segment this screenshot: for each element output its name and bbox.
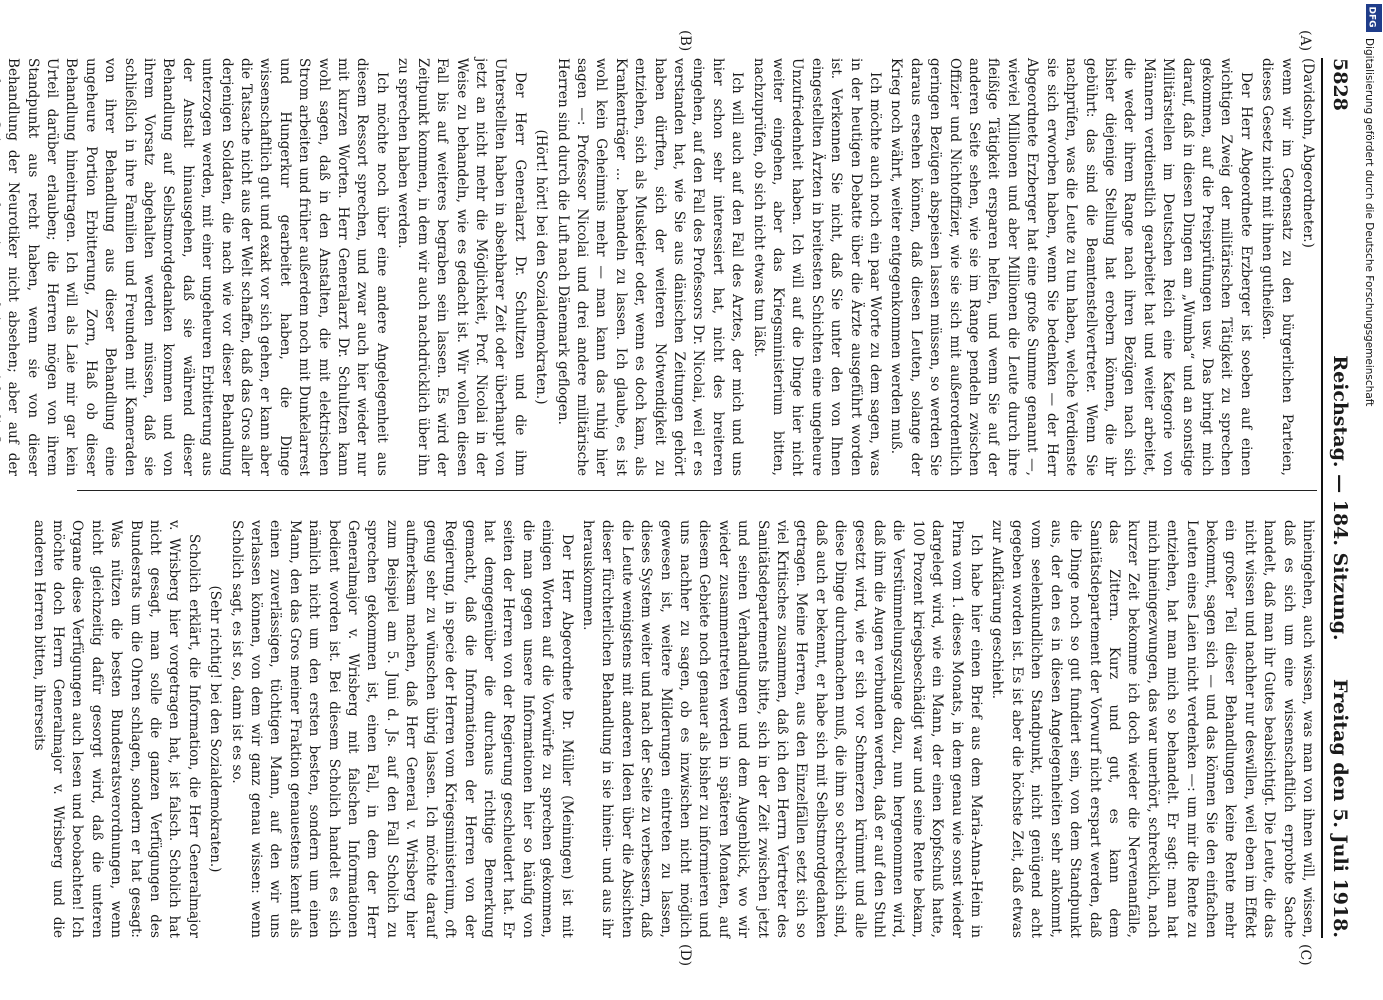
speaker-label: (Davidsohn, Abgeordneter.): [1300, 58, 1316, 248]
digitization-credit: Digitalisierung gefördert durch die Deutsche Forschungsgemeinschaft: [1363, 38, 1375, 407]
session-date: Freitag den 5. Juli 1918.: [1329, 678, 1351, 938]
margin-mark-a: (A): [1297, 30, 1313, 52]
paragraph: Ich möchte auch noch ein paar Worte zu dem sagen, was in der heutigen Debatte über die Ärzte ausgeführt worden ist. Verkennen Sie nicht, daß Sie unter den von Ihnen eingestellten Ärzten in breitesten Schichten eine ungeheure Unzufriedenheit haben. Ich will auf die Dinge hier nicht weiter eingehen, aber das Kriegsministerium bitten, nachzuprüfen, ob sich nicht etwas tun läßt.: [750, 58, 884, 476]
margin-mark-d: (D): [677, 944, 693, 967]
interjection: (Sehr richtig! bei den Sozialdemokraten.): [207, 585, 224, 873]
right-column: [30, 520, 1317, 938]
session-title: Reichstag. — 184. Sitzung.: [1329, 355, 1351, 641]
paragraph: wenn wir im Gegensatz zu den bürgerlichen Parteien, dieses Gesetz nicht mit ihnen gutheißen.: [1259, 58, 1295, 476]
dfg-logo: DFG: [1366, 4, 1382, 32]
paragraph: Ich möchte noch über eine andere Angelegenheit aus diesem Ressort sprechen, und zwar auch hier wieder nur mit kurzen Worten. Herr Generalarzt Dr. Schultzen kann wohl sagen, daß in den Anstalten, die mit elektrischen Strom arbeiten und früher außerdem noch mit Dunkelarrest und Hungerkur gearbeitet haben, die Dinge wissenschaftlich gut und exakt vor sich gehen, er kann aber die Tatsache nicht aus der Welt schaffen, daß das Gros aller derjenigen Soldaten, die nach wie vor dieser Behandlung unterzogen werden, mit einer ungeheuren Erbitterung aus der Anstalt hinausgehen, daß sie während dieser Behandlung auf Selbstmordgedanken kommen und von ihrem Vorsatz abgehalten werden müssen, daß sie schließlich in ihre Familien und Freunden mit Kameraden von ihrer Behandlung aus dieser Behandlung eine ungeheure Portion Erbitterung, Zorn, Haß ob dieser Behandlung hineintragen. Ich will als Laie mir gar kein Urteil darüber erlauben; die Herren mögen von ihrem Standpunkt aus recht haben, wenn sie von dieser Behandlung der Neurotiker nicht absehen; aber auf der: [5, 58, 390, 476]
paragraph: Ich habe hier einen Brief aus dem Maria-Anna-Heim in Pirna vom 1. dieses Monats, in dem genau wie sonst wieder dargelegt wird, wie ein Mann, der einen Kopfschuß hatte, 100 Prozent kriegsbeschädigt war und seine Rente bekam, die Verstümmelungszulage dazu, nun hergenommen wird, daß ihm die Augen verbunden werden, daß er auf den Stuhl gesetzt wird, wie er sich vor Schmerzen krümmt und alle diese Dinge durchmachen muß, die ihm so schrecklich sind, daß auch er bekennt, er habe sich mit Selbstmordgedanken getragen. Meine Herren, aus den Einzelfällen setzt sich so viel Kritisches zusammen, daß ich den Herrn Vertreter des Sanitätsdepartements bitte, sich in der Zeit zwischen jetzt und seinen Verhandlungen und dem Augenblick, wo wir wieder zusammentreten werden in späteren Monaten, auf diesem Gebiete noch genauer als bisher zu informieren und uns nachher zu sagen, ob es inzwischen nicht möglich gewesen ist, weitere Milderungen eintreten zu lassen, dieses System weiter und nach der Seite zu verbessern, daß die Leute wenigstens mit anderen Ideen über die Absichten dieser fürchterlichen Behandlung in sie hinein- und aus ihr herauskommen.: [579, 520, 985, 938]
paragraph: Ich will auch auf den Fall des Arztes, der mich und uns hier schon sehr interessiert hat, nicht des breiteren eingehen, auf den Fall des Professors Dr. Nicolai, weil er es verstanden hat, wie Sie aus dänischen Zeitungen gehört haben dürften, sich der weiteren Notwendigkeit zu entziehen, sich als Musketier oder, wenn es doch kam, als Krankenträger ... behandeln zu lassen. Ich glaube, es ist wohl kein Geheimnis mehr — man kann das ruhig hier sagen —: Professor Nicolai und drei andere militärische Herren sind durch die Luft nach Dänemark geflogen.: [554, 58, 746, 476]
paragraph: Der Herr Abgeordnete Dr. Müller (Meiningen) ist mit einigen Worten auf die Vorwürfe zu sprechen gekommen, die man gegen unsere Informationen hier so häufig von seiten der Herren von der Regierung geschleudert hat. Er hat demgegenüber die durchaus richtige Bemerkung gemacht, daß die Informationen der Herren von der Regierung, in specie der Herren vom Kriegsministerium, oft genug sehr zu wünschen übrig lassen. Ich möchte darauf aufmerksam machen, daß Herr General v. Wrisberg hier zum Beispiel am 5. Juni d. Js. auf den Fall Scholich zu sprechen gekommen ist, einen Fall, in dem der Herr Generalmajor v. Wrisberg mit falschen Informationen bedient worden ist. Bei diesem Scholich handelt es sich nämlich nicht um den ersten besten, sondern um einen Mann, den das Gros meiner Fraktion genauestens kennt als einen zuverlässigen, tüchtigen Mann, auf den wir uns verlassen können, von dem wir ganz genau wissen: wenn Scholich sagt, es ist so, dann ist es so.: [228, 520, 575, 938]
left-column: [5, 58, 1317, 476]
page-header: [1321, 58, 1357, 938]
page-number: 5828: [1329, 58, 1351, 111]
paragraph: hineingehen, auch wissen, was man von ihnen will, wissen, daß es sich um eine wissenschaftlich erprobte Sache handelt, daß man ihr Gutes beabsichtigt. Die Leute, die das nicht wissen und nachher nur deswillen, weil eben im Effekt ein großer Teil dieser Behandlungen keine Rente mehr bekommt, sagen sich — und das können Sie den einfachen Leuten eines Laien nicht verdenken —: um mir die Rente zu entziehen, hat man mich so behandelt. Er sagt: man hat mich hineingezwungen, das war unerhört, schrecklich, nach kurzer Zeit bekomme ich doch wieder die Nervenanfälle, das Zittern. Kurz und gut, es kann dem Sanitätsdepartement der Vorwurf nicht erspart werden, daß die Dinge noch so gut fundiert sein, von dem Standpunkt aus, der den es in diesen Angelegenheiten sehr ankommt, vom seelenkundlichen Standpunkt, nicht genügend acht gegeben worden ist. Es ist aber die höchste Zeit, daß etwas zur Aufklärung geschieht.: [989, 520, 1316, 938]
margin-mark-c: (C): [1297, 944, 1313, 966]
interjection: (Hört! hört! bei den Sozialdemokraten.): [533, 129, 550, 405]
paragraph: Der Herr Generalarzt Dr. Schultzen und die ihm Unterstellten haben in absehbarer Zeit oder überhaupt von jetzt an nicht mehr die Möglichkeit, Prof. Nicolai in der Weise zu behandeln, wie es gedacht ist. Wir wollen diesen Fall bis auf weiteres begraben sein lassen. Es wird der Zeitpunkt kommen, in dem wir auch nachdrücklich über ihn zu sprechen haben werden.: [395, 58, 528, 476]
column-divider: [77, 490, 1317, 491]
digitization-footer: [1363, 4, 1382, 996]
margin-mark-b: (B): [677, 30, 693, 52]
paragraph: Der Herr Abgeordnete Erzberger ist soeben auf einen wichtigen Zweig der militärischen Tätigkeit zu sprechen gekommen, auf die Preisprüfungen usw. Das bringt mich darauf, daß in diesen Dingen am „Wumba“ und an sonstige Militärstellen im Deutschen Reich eine Kategorie von Männern verdienstlich gearbeitet hat und weiter arbeitet, die weder ihrem Range nach ihren Bezügen nach sich bisher diejenige Stellung hat erobern können, die ihr gebührt: das sind die Beamtenstellvertreter. Wenn Sie nachprüfen, was die Leute zu tun haben, welche Verdienste sie sich erworben haben, wenn Sie bedenken — der Herr Abgeordnete Erzberger hat eine große Summe genannt —, wieviel Millionen und aber Millionen die Leute durch ihre fleißige Tätigkeit ersparen helfen, und wenn Sie auf der anderen Seite sehen, wie sie im Range pendeln zwischen Offizier und Nichtoffizier, wie sie sich mit außerordentlich geringen Bezügen abspeisen lassen müssen, so werden Sie daraus ersehen können, daß diesen Leuten, solange der Krieg noch währt, weiter entgegenkommen werden muß.: [888, 58, 1254, 476]
paragraph: Scholich erklärt, die Information, die Herr Generalmajor v. Wrisberg hier vorgetragen hat, ist falsch. Scholich hat nicht gesagt, man solle die ganzen Verfügungen des Bundesrats um die Ohren schlagen, sondern er hat gesagt: Was nützen die besten Bundesratsverordnungen, wenn nicht gleichzeitig dafür gesorgt wird, daß die unteren Organe diese Verfügungen auch lesen und beobachten! Ich möchte doch Herrn Generalmajor v. Wrisberg und die anderen Herren bitten, ihrerseits: [30, 520, 202, 938]
